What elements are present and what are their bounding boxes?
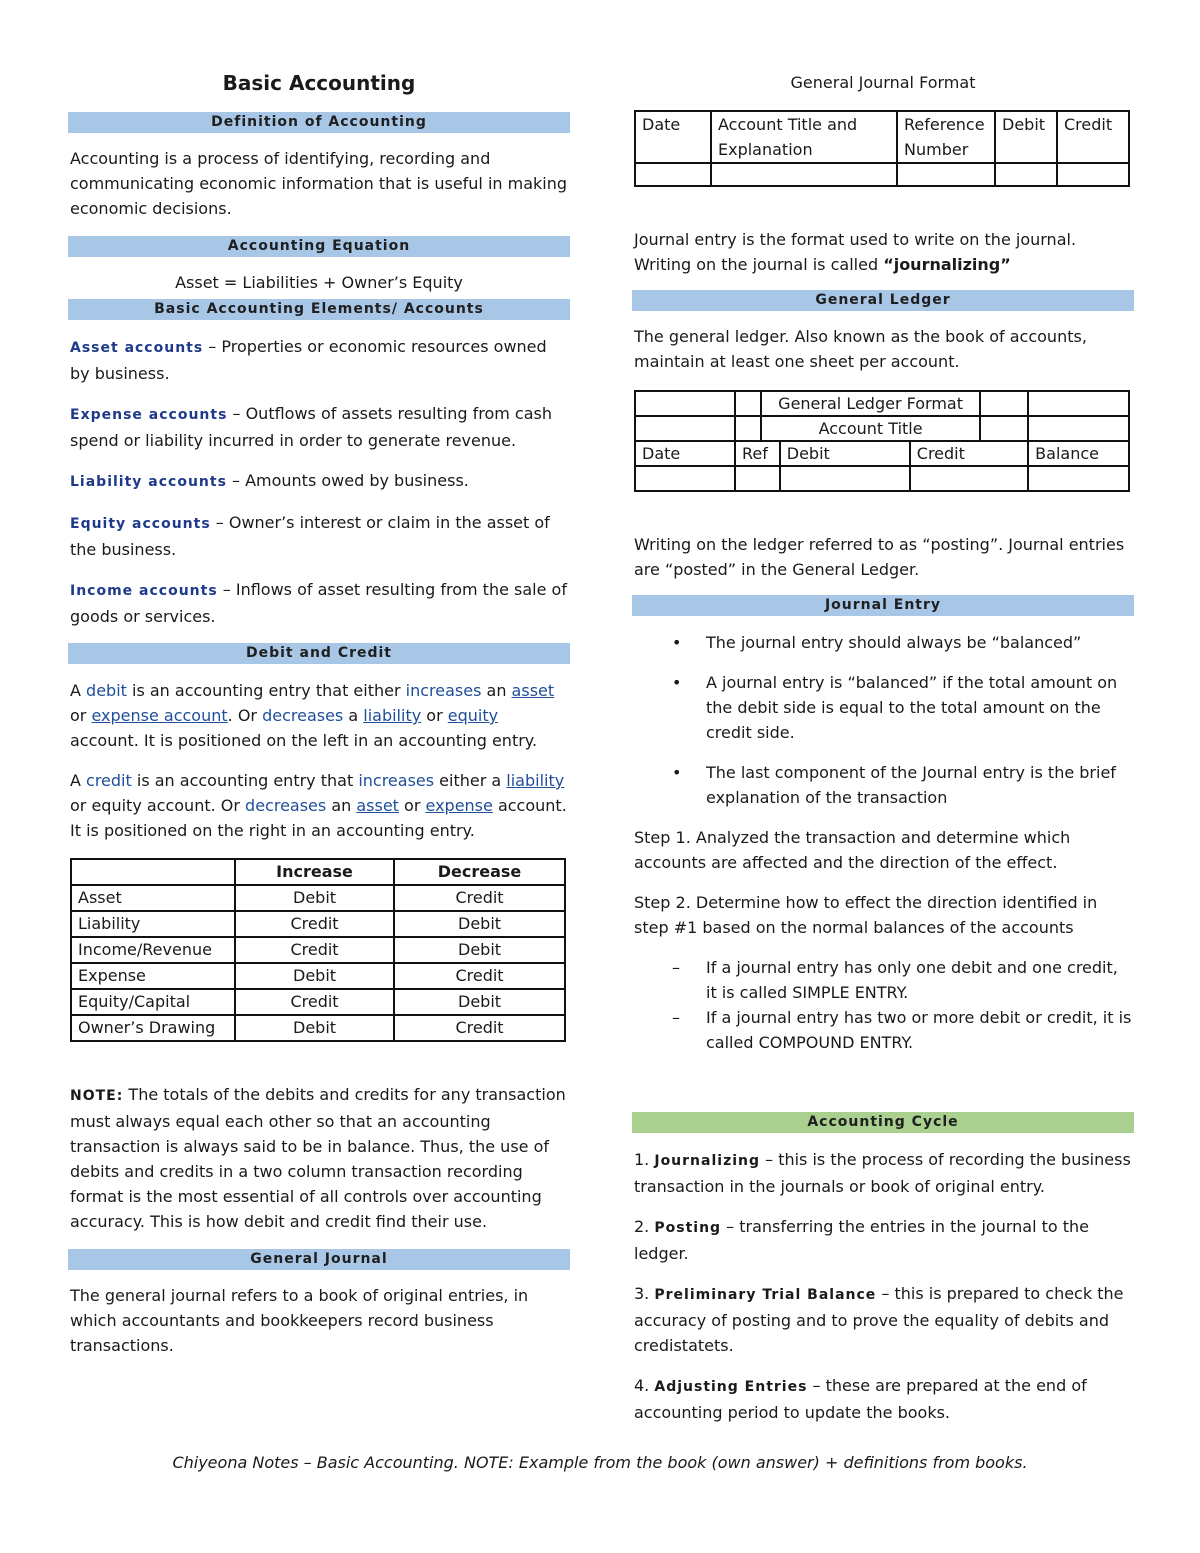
increase-header: Increase: [235, 859, 394, 885]
bullet-icon: •: [672, 673, 682, 692]
asset-link[interactable]: asset: [356, 796, 399, 815]
cycle-term: Journalizing: [654, 1153, 761, 1169]
cycle-item: 2. Posting – transferring the entries in the journal to the ledger.: [634, 1217, 1090, 1263]
element-term: Liability accounts: [70, 474, 227, 490]
gj-format-title: General Journal Format: [790, 73, 976, 92]
element-term: Equity accounts: [70, 516, 211, 532]
expense-account-link[interactable]: expense account: [91, 706, 228, 725]
equation-heading: Accounting Equation: [68, 236, 570, 257]
credit-definition: A credit is an accounting entry that increases either a liability or equity account. Or decreases an asset or expense account. It is positioned on the right in an accounting entry.: [70, 771, 567, 840]
elements-heading: Basic Accounting Elements/ Accounts: [68, 299, 570, 320]
right-column: [632, 70, 1134, 1425]
list-item: – If a journal entry has two or more debit or credit, it is called COMPOUND ENTRY.: [634, 1005, 1132, 1055]
expense-link[interactable]: expense: [425, 796, 493, 815]
table-header-row: Date Account Title and Explanation Reference Number Debit Credit: [635, 111, 1129, 163]
left-column: [68, 70, 570, 1358]
table-row: Asset Debit Credit: [71, 885, 565, 911]
note-text: NOTE: The totals of the debits and credits for any transaction must always equal each other so that an accounting transaction is always said to be in balance. Thus, the use of debits and credits in a two column transaction recording format is the most essential of all controls over accounting accuracy. This is how debit and credit find their use.: [70, 1085, 566, 1231]
table-row: [635, 466, 1129, 491]
table-header-row: [71, 859, 565, 885]
general-ledger-heading: General Ledger: [632, 290, 1134, 311]
list-item: • The last component of the Journal entry is the brief explanation of the transaction: [634, 760, 1132, 810]
element-item: Equity accounts – Owner’s interest or claim in the asset of the business.: [70, 513, 550, 559]
gl-account-title: Account Title: [761, 416, 980, 441]
element-term: Expense accounts: [70, 407, 228, 423]
element-item: Asset accounts – Properties or economic resources owned by business.: [70, 337, 547, 383]
asset-link[interactable]: asset: [511, 681, 555, 700]
gl-format-title: General Ledger Format: [761, 391, 980, 416]
general-ledger-format-table: [634, 390, 1130, 492]
table-row: Income/Revenue Credit Debit: [71, 937, 565, 963]
list-item: • The journal entry should always be “balanced”: [634, 630, 1132, 655]
definition-text: Accounting is a process of identifying, recording and communicating economic information that is useful in making economic decisions.: [70, 149, 568, 218]
cycle-term: Preliminary Trial Balance: [654, 1287, 877, 1303]
table-header-row: Date Ref Debit Credit Balance: [635, 441, 1129, 466]
liability-link[interactable]: liability: [363, 706, 422, 725]
bullet-icon: •: [672, 763, 682, 782]
note-label: NOTE:: [70, 1088, 124, 1104]
cycle-item: 4. Adjusting Entries – these are prepared at the end of accounting period to update the books.: [634, 1376, 1087, 1422]
general-journal-heading: General Journal: [68, 1249, 570, 1270]
table-row: Equity/Capital Credit Debit: [71, 989, 565, 1015]
cycle-term: Adjusting Entries: [654, 1379, 808, 1395]
definition-heading: Definition of Accounting: [68, 112, 570, 133]
element-item: Income accounts – Inflows of asset resulting from the sale of goods or services.: [70, 580, 567, 626]
cycle-item: 3. Preliminary Trial Balance – this is prepared to check the accuracy of posting and to prove the equality of debits and credistatets.: [634, 1284, 1124, 1355]
table-row: Liability Credit Debit: [71, 911, 565, 937]
list-item: • A journal entry is “balanced” if the total amount on the debit side is equal to the total amount on the credit side.: [634, 670, 1132, 745]
journalizing-term: “journalizing”: [883, 255, 1011, 274]
step-2: Step 2. Determine how to effect the direction identified in step #1 based on the normal balances of the accounts: [634, 893, 1098, 937]
step-1: Step 1. Analyzed the transaction and determine which accounts are affected and the direction of the effect.: [634, 828, 1071, 872]
equity-link[interactable]: equity: [447, 706, 499, 725]
debit-definition: A debit is an accounting entry that either increases an asset or expense account. Or decreases a liability or equity account. It is positioned on the left in an accounting entry.: [70, 681, 555, 750]
page-footer: Chiyeona Notes – Basic Accounting. NOTE: Example from the book (own answer) + definitions from books.: [172, 1453, 1028, 1472]
general-journal-text: The general journal refers to a book of original entries, in which accountants and bookkeepers record business transactions.: [70, 1286, 529, 1355]
cycle-term: Posting: [654, 1220, 722, 1236]
general-journal-format-table: [634, 110, 1130, 187]
table-row: [635, 163, 1129, 186]
table-row: Expense Debit Credit: [71, 963, 565, 989]
element-item: Expense accounts – Outflows of assets resulting from cash spend or liability incurred in order to generate revenue.: [70, 404, 552, 450]
debit-credit-heading: Debit and Credit: [68, 643, 570, 664]
accounting-cycle-heading: Accounting Cycle: [632, 1112, 1134, 1133]
journal-entry-heading: Journal Entry: [632, 595, 1134, 616]
equation-text: Asset = Liabilities + Owner’s Equity: [175, 273, 463, 292]
liability-link[interactable]: liability: [506, 771, 565, 790]
element-item: Liability accounts – Amounts owed by business.: [70, 471, 469, 490]
posting-text: Writing on the ledger referred to as “posting”. Journal entries are “posted” in the General Ledger.: [634, 535, 1125, 579]
dash-icon: –: [672, 1008, 680, 1027]
page-title: Basic Accounting: [222, 71, 416, 95]
debit-credit-table: [70, 858, 566, 1042]
general-ledger-text: The general ledger. Also known as the book of accounts, maintain at least one sheet per account.: [634, 327, 1087, 371]
dash-icon: –: [672, 958, 680, 977]
element-term: Asset accounts: [70, 340, 204, 356]
journal-entry-text: Journal entry is the format used to write on the journal. Writing on the journal is called “journalizing”: [634, 230, 1077, 274]
decrease-header: Decrease: [394, 859, 565, 885]
bullet-icon: •: [672, 633, 682, 652]
cycle-item: 1. Journalizing – this is the process of recording the business transaction in the journals or book of original entry.: [634, 1150, 1131, 1196]
element-term: Income accounts: [70, 583, 218, 599]
table-row: Owner’s Drawing Debit Credit: [71, 1015, 565, 1041]
list-item: – If a journal entry has only one debit and one credit, it is called SIMPLE ENTRY.: [634, 955, 1132, 1005]
